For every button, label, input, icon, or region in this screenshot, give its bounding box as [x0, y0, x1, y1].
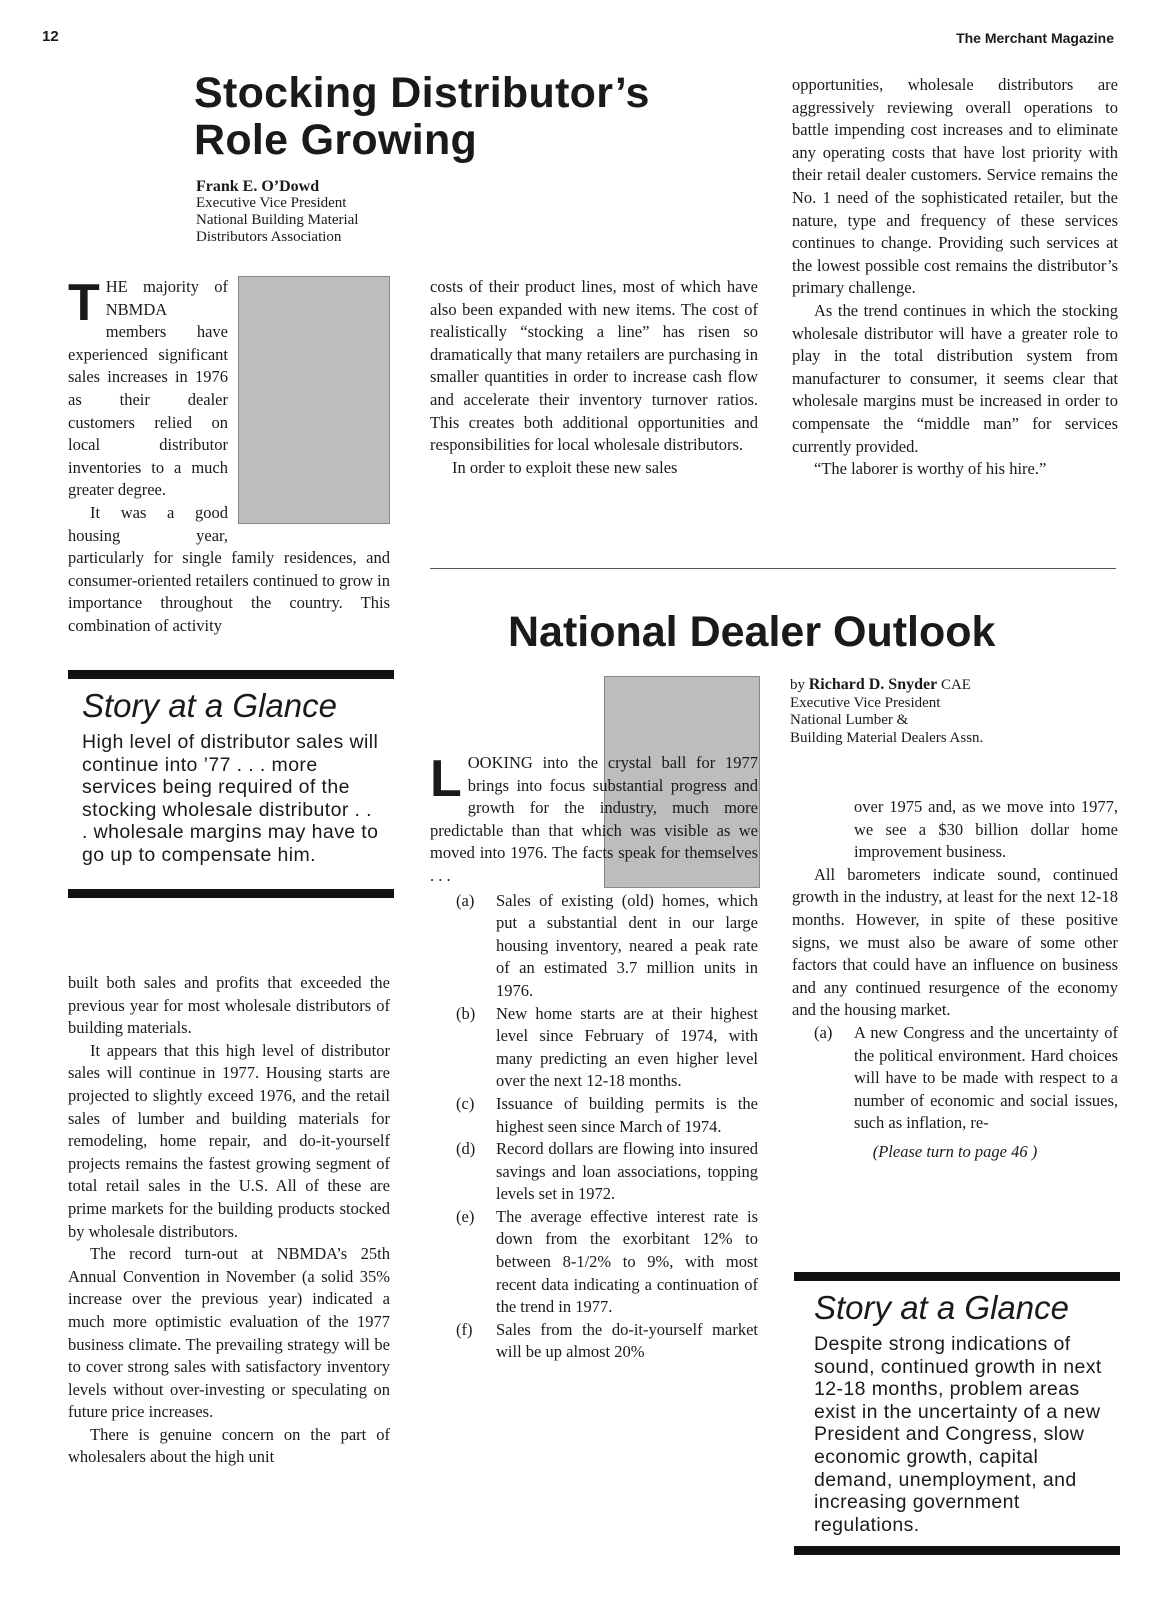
article2-col2 [430, 752, 758, 1364]
list-text: The average effective interest rate is down from the exorbitant 12% to between 8-1/2% to 9%, with most recent data indicating a continuation of the trend in 1977. [496, 1206, 758, 1317]
glance-box-2-top-bar [794, 1272, 1120, 1281]
list-label: (b) [456, 1003, 476, 1023]
article2-org-line1: National Lumber & [790, 712, 909, 728]
article1-org-line1: National Building Material [196, 212, 359, 228]
page-number: 12 [42, 28, 59, 45]
list-item-c [430, 1093, 758, 1138]
article1-col1-p3: It appears that this high level of distributor sales will continue in 1977. Housing starts are projected to slightly exceed 1976, and the retail sales of lumber and building materials for remodeling, home repair, and do-it-yourself projects remains the fastest growing segment of total retail sales in the U.S. All of these are prime markets for the building products stocked by wholesale distributors. [68, 1040, 390, 1241]
list-label: (f) [456, 1319, 473, 1339]
list-text: Sales of existing (old) homes, which put a substantial dent in our large housing inventory, neared a peak rate of an estimated 3.7 million units in 1976. [496, 890, 758, 1000]
list-text: Record dollars are flowing into insured savings and loan associations, topping levels set in 1972. [496, 1139, 758, 1204]
list-text: Sales from the do-it-yourself market will be up almost 20% [496, 1319, 758, 1362]
article1-col3-p3: “The laborer is worthy of his hire.” [814, 459, 1047, 479]
continued-note: (Please turn to page 46 ) [872, 1141, 1038, 1161]
glance-box-2-title: Story at a Glance [814, 1289, 1069, 1326]
glance-box-1-title: Story at a Glance [82, 687, 337, 724]
magazine-title: The Merchant Magazine [956, 30, 1114, 46]
article2-org-line2: Building Material Dealers Assn. [790, 729, 984, 746]
article1-col2 [430, 276, 758, 479]
article1-col1-p5: There is genuine concern on the part of wholesalers about the high unit [68, 1424, 390, 1467]
glance-box-1-top-bar [68, 670, 394, 679]
article1-col3-p1: opportunities, wholesale distributors are aggressively reviewing overall operations to battle impending cost increases and to eliminate any operating costs that have lost priority with their retail dealer customers. Service remains the No. 1 need of the sophisticated retailer, but the nature, type and frequency of these services continues to change. Providing such services at the lowest possible cost remains the distributor’s primary challenge. [792, 75, 1118, 298]
article2-byline [790, 676, 983, 747]
article1-byline [196, 178, 358, 246]
article1-headline: Stocking Distributor’s Role Growing [194, 69, 650, 164]
article2-by: by [790, 677, 805, 693]
article1-col2-p1: costs of their product lines, most of which have also been expanded with new items. The cost of realistically “stocking a line” has risen so dramatically that many retailers are purchasing in smaller quantities in order to increase cash flow and accelerate their inventory turnover ratios. This creates both additional opportunities and responsibilities for local wholesale distributors. [430, 277, 758, 455]
article2-col3-continued: over 1975 and, as we move into 1977, we see a $30 billion dollar home improvement business. [854, 797, 1118, 862]
list-text: A new Congress and the uncertainty of the political environment. Hard choices will have to be made with respect to a number of economic and social issues, such as inflation, re- [854, 1022, 1118, 1133]
list-label: (a) [814, 1022, 833, 1042]
list-item-f [430, 1319, 758, 1364]
article2-dropcap: L [430, 750, 462, 808]
article1-col1-top [68, 276, 390, 638]
article1-col1-p4: The record turn-out at NBMDA’s 25th Annual Convention in November (a solid 35% increase over the previous year) indicated a much more optimistic evaluation of the 1977 business climate. The prevailing strategy will be to cover strong sales with satisfactory inventory levels without over-investing or speculating on future price increases. [68, 1244, 390, 1422]
glance-box-1 [68, 670, 394, 898]
list-label: (e) [456, 1206, 475, 1226]
author-photo-odowd [238, 276, 390, 524]
list-text: Issuance of building permits is the highest seen since March of 1974. [496, 1093, 758, 1136]
article1-org-line2: Distributors Association [196, 229, 342, 245]
article1-author: Frank E. O’Dowd [196, 178, 320, 195]
list-item-b [430, 1003, 758, 1093]
list-label: (a) [456, 890, 475, 910]
glance-box-2 [794, 1272, 1120, 1555]
article1-intro: HE majority of NBMDA members have experienced significant sales increases in 1976 as their dealer customers relied on local distributor inventories to a much greater degree. [68, 277, 228, 500]
list-item-d [430, 1138, 758, 1206]
list-item-e [430, 1206, 758, 1319]
article1-col3-p2: As the trend continues in which the stocking wholesale distributor will have a greater role to play in the total distribution system from manufacturer to consumer, it seems clear that wholesale margins must be increased in order to compensate the “middle man” for services currently provided. [792, 300, 1118, 456]
article2-author-suffix: CAE [940, 677, 971, 693]
article2-col3-p2: All barometers indicate sound, continued growth in the industry, at least for the next 12-18 months. However, in spite of these positive signs, we must also be aware of some other factors that could have an influence on business and any continued resurgence of the economy and the housing market. [792, 864, 1118, 1020]
article2-author: Richard D. Snyder [808, 676, 938, 693]
glance-box-1-bottom-bar [68, 889, 394, 898]
article1-col1-p2: It was a good housing year, particularly for single family residences, and consumer-oriented retailers continued to grow in importance throughout the country. This combination of activity [68, 502, 390, 635]
article1-col2-p2: In order to exploit these new sales [452, 457, 678, 477]
list-item-a [430, 890, 758, 1003]
article1-author-title: Executive Vice President [196, 195, 347, 211]
article1-col1-continued: built both sales and profits that exceeded the previous year for most wholesale distributors of building materials. [68, 973, 390, 1038]
article2-col3 [792, 796, 1118, 1164]
article2-facts-list [430, 890, 758, 1364]
article1-dropcap: T [68, 274, 100, 332]
section-divider [430, 568, 1116, 569]
glance-box-1-text: High level of distributor sales will continue into ’77 . . . more services being required of the stocking wholesale distributor . . . wholesale margins may have to go up to compensate him. [82, 731, 379, 866]
article2-headline: National Dealer Outlook [508, 608, 996, 656]
article2-author-title: Executive Vice President [790, 694, 941, 711]
article2-intro: OOKING into the crystal ball for 1977 brings into focus substantial progress and growth for the industry, much more predictable than that which was visible as we moved into 1976. The facts speak for themselves . . . [430, 753, 758, 885]
article1-col1-bottom [68, 972, 390, 1469]
list-text: New home starts are at their highest level since February of 1974, with many predicting an even higher level over the next 12-18 months. [496, 1003, 758, 1091]
glance-box-2-text: Despite strong indications of sound, continued growth in next 12-18 months, problem areas exist in the uncertainty of a new President and Congress, slow economic growth, capital demand, unemployment, and increasing government regulations. [814, 1333, 1102, 1536]
article2-col3-list-item-a [792, 1022, 1118, 1135]
glance-box-2-bottom-bar [794, 1546, 1120, 1555]
list-label: (c) [456, 1093, 475, 1113]
article1-col3 [792, 74, 1118, 481]
list-label: (d) [456, 1139, 476, 1159]
